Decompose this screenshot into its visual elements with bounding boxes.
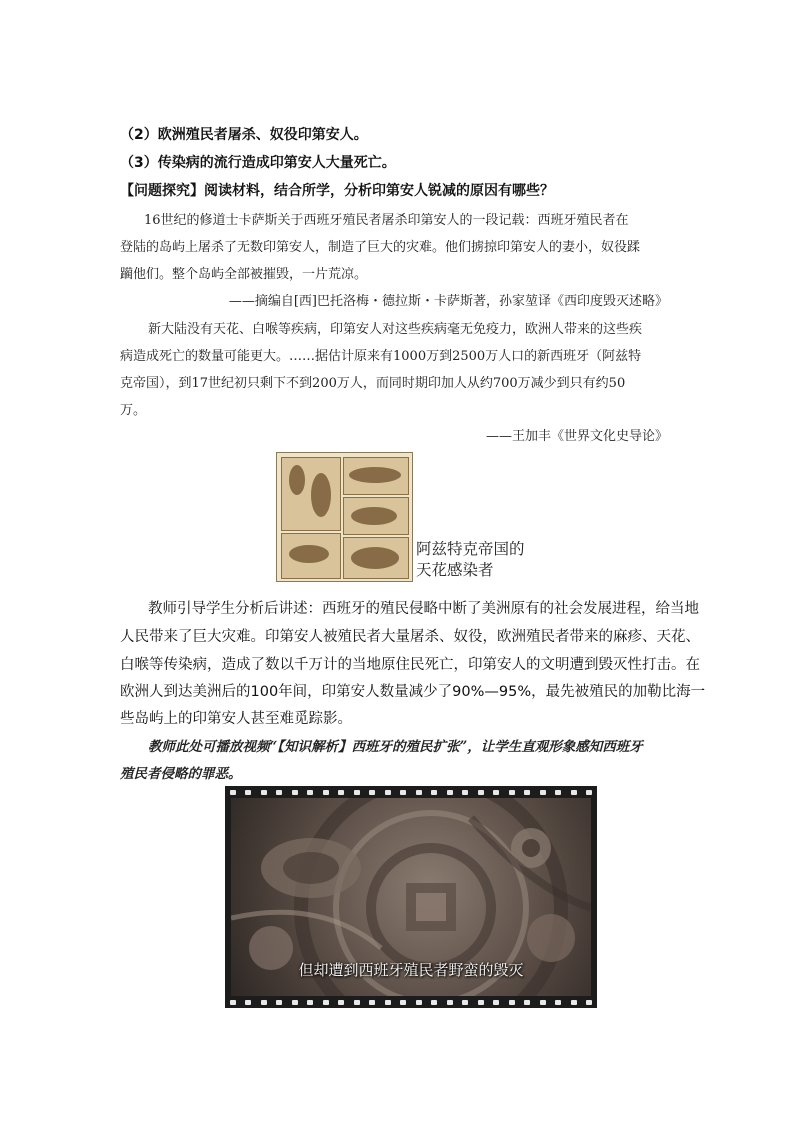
smallpox-illustration [276, 452, 413, 582]
teacher-line-4: 欧洲人到达美洲后的100年间，印第安人数量减少了90%—95%，最先被殖民的加勒比海一 [120, 684, 706, 700]
figure-shape [349, 467, 401, 483]
teacher-line-3: 白喉等传染病，造成了数以千万计的当地原住民死亡，印第安人的文明遭到毁灭性打击。在 [120, 657, 700, 673]
material2-line-4: 万。 [120, 403, 147, 418]
material1-line-3: 躏他们。整个岛屿全部被摧毁，一片荒凉。 [120, 267, 368, 282]
material2-line-2: 病造成死亡的数量可能更大。……据估计原来有1000万到2500万人口的新西班牙（阿兹特 [120, 349, 642, 364]
teacher-note-line-1: 教师此处可播放视频“【知识解析】西班牙的殖民扩张”，让学生直观形象感知西班牙 [148, 739, 643, 755]
material1-source: ——摘编自[西]巴托洛梅・德拉斯・卡萨斯著，孙家堃译《西印度毁灭述略》 [228, 294, 668, 309]
material1-line-1: 16世纪的修道士卡萨斯关于西班牙殖民者屠杀印第安人的一段记载：西班牙殖民者在 [144, 213, 629, 228]
material2-line-1: 新大陆没有天花、白喉等疾病，印第安人对这些疾病毫无免疫力，欧洲人带来的这些疾 [148, 322, 643, 337]
point-3: （3）传染病的流行造成印第安人大量死亡。 [120, 155, 396, 171]
material2-line-3: 克帝国），到17世纪初只剩下不到200万人，而同时期印加人从约700万减少到只有约50 [120, 376, 626, 391]
video-subtitle: 但却遭到西班牙殖民者野蛮的毁灭 [298, 961, 524, 979]
figure-shape [289, 465, 305, 495]
aztec-stone-image [231, 798, 591, 996]
teacher-line-1: 教师引导学生分析后讲述：西班牙的殖民侵略中断了美洲原有的社会发展进程，给当地 [148, 601, 699, 617]
figure-shape [289, 545, 329, 563]
figure-shape [311, 473, 331, 517]
material1-line-2: 登陆的岛屿上屠杀了无数印第安人，制造了巨大的灾难。他们掳掠印第安人的妻小，奴役蹂 [120, 240, 641, 255]
video-frame[interactable] [225, 786, 597, 1008]
figure1-caption-line-1: 阿兹特克帝国的 [416, 540, 525, 558]
film-strip-top [225, 786, 597, 798]
inquiry-prompt: 【问题探究】阅读材料，结合所学，分析印第安人锐减的原因有哪些？ [120, 183, 554, 199]
teacher-line-2: 人民带来了巨大灾难。印第安人被殖民者大量屠杀、奴役，欧洲殖民者带来的麻疹、天花、 [120, 629, 700, 645]
point-2: （2）欧洲殖民者屠杀、奴役印第安人。 [120, 127, 368, 143]
teacher-note-line-2: 殖民者侵略的罪恶。 [120, 766, 242, 782]
film-strip-bottom [225, 996, 597, 1008]
figure-shape [351, 547, 399, 569]
material2-source: ——王加丰《世界文化史导论》 [485, 429, 668, 444]
teacher-line-5: 些岛屿上的印第安人甚至难觅踪影。 [120, 711, 352, 727]
figure1-caption-line-2: 天花感染者 [416, 561, 494, 579]
figure-shape [351, 507, 397, 525]
